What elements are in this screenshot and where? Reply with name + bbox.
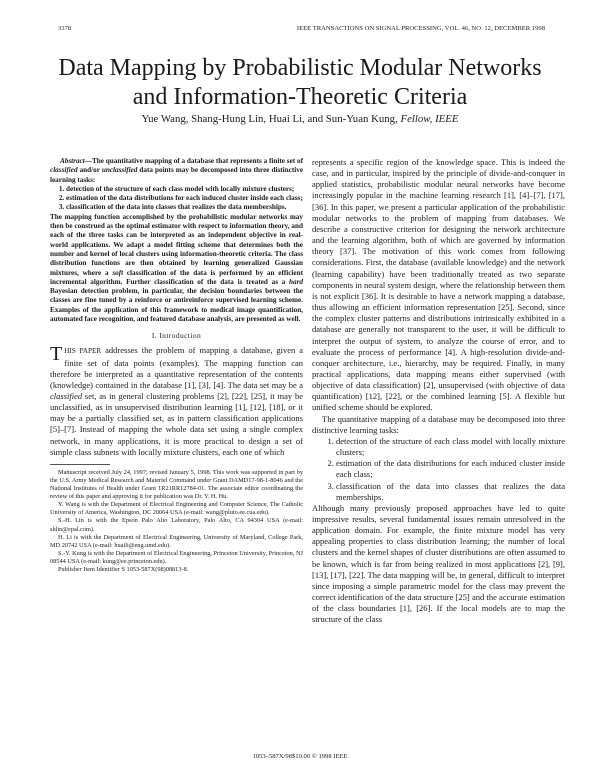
abstract-task: 1. detection of the structure of each class model with locally mixture clusters; [66,185,303,194]
footnote: S.-Y. Kung is with the Department of Electrical Engineering, Princeton University, Princeton, NJ 08544 USA (e-mail: kung@ee.princeton.edu). [50,549,303,565]
intro-paragraph: THIS PAPER addresses the problem of mapping a database, given a finite set of data points (examples). The mapping function can therefore be interpreted as a quantitative representation of the contents (knowledge) contained in the database [1], [3], [4]. The data set may be a classified set, as in general clustering problems [2], [22], [25], it may be unclassified, as in unsupervised distribution learning [1], [12], [18], or it may be a partially classified set, as in pattern classification applications [5]–[7]. Instead of mapping the whole data set using a single complex network, in many applications, it is more practical to design a set of simple class subnets with locally mixture clusters, each one of which [50,343,303,457]
task-item: 2. estimation of the data distributions for each induced cluster inside each class; [336,458,565,480]
footnote: Publisher Item Identifier S 1053-587X(98)08813-8. [58,566,189,574]
journal-name: IEEE TRANSACTIONS ON SIGNAL PROCESSING, VOL. 46, NO. 12, DECEMBER 1998 [296,25,545,32]
abstract-task: 2. estimation of the data distributions for each induced cluster inside each class; [66,194,303,203]
author-line [40,113,560,125]
footnote: Manuscript received July 24, 1997; revised January 5, 1998. This work was supported in part by the U.S. Army Medical Research and Materiel Command under Grant DAMD17-98-1-8046 and the National Institutes of Health under Grant 1R21RR12784-01. The associate editor coordinating the review of this paper and approving it for publication was Dr. Y. H. Hu. [50,468,303,501]
footnote: H. Li is with the Department of Electrical Engineering, University of Maryland, College Park, MD 20742 USA (e-mail: huaili@eng.umd.edu). [50,533,303,549]
right-column [312,157,565,626]
running-header [58,25,545,35]
body-paragraph: The quantitative mapping of a database may be decomposed into three distinctive learning tasks: [312,413,565,435]
author-fellow: Fellow, IEEE [400,113,459,125]
task-item: 3. classification of the data into classes that realizes the data memberships. [336,481,565,503]
footnote: Y. Wang is with the Department of Electrical Engineering and Computer Science, The Catholic University of America, Washington, DC 20064 USA (e-mail: wang@pluto.ee.cua.edu). [50,501,303,517]
author-names: Yue Wang, Shang-Hung Lin, Huai Li, and Sun-Yuan Kung, [141,113,398,125]
page-number: 3378 [58,25,72,32]
paper-title: Data Mapping by Probabilistic Modular Networks and Information-Theoretic Criteria [58,55,542,110]
abstract-body: The mapping function accomplished by the probabilistic modular networks may then be construed as the optimal estimator with respect to information theory, and each of the three tasks can be interpreted as an independent objective in real-world applications. We adapt a model fitting scheme that determines both the number and kernel of local clusters using information-theoretic criteria. The class distribution functions are then obtained by learning generalized Gaussian mixtures, where a soft classification of the data is performed by an efficient incremental algorithm. Further classification of the data is treated as a hard Bayesian detection problem, in particular, the decision boundaries between the classes are fine tuned by a reinforce or antireinforce supervised learning scheme. Examples of the application of this framework to medical image quantification, automated face recognition, and featured database analysis, are presented as well. [50,212,304,324]
footnote-rule [50,464,110,465]
drop-cap: T [50,343,63,366]
task-list [312,436,565,503]
footnotes [50,469,303,574]
abstract-task: 3. classification of the data into classes that realizes the data memberships. [66,203,303,212]
task-item: 1. detection of the structure of each class model with locally mixture clusters; [336,436,565,458]
copyright-line: 1053–587X/98$10.00 © 1998 IEEE [252,753,348,760]
abstract-intro: Abstract—The quantitative mapping of a database that represents a finite set of classified and/or unclassified data points may be decomposed into three distinctive learning tasks: [50,157,304,184]
abstract [50,157,303,324]
left-column [50,157,303,574]
abstract-label: Abstract— [60,157,92,165]
body-paragraph: Although many previously proposed approaches have led to quite impressive results, several fundamental issues remain unresolved in the application domain. For example, the finite mixture model has very appealing properties to class distribution learning; the number of local clusters and the kernel shapes of cluster distributions are often assumed to be known, which is far from being realized in most applications [2], [9], [13], [17], [22]. The data mapping will be, in general, difficult to interpret since imposing a simple parametric model for the class may prevent the correct identification of the data structure [25] and the accurate estimation of the class boundaries [1], [26]. If the local models are to map the structure of the class [312,502,565,625]
section-heading-introduction: I. Introduction [151,331,202,341]
footnote: S.-H. Lin is with the Epson Palo Alto Laboratory, Palo Alto, CA 94304 USA (e-mail: shlin@epal.com). [50,517,303,533]
body-paragraph: represents a specific region of the knowledge space. This is indeed the case, and in particular, inspired by the principle of divide-and-conquer in applied statistics, probabilistic modular neural networks have become increasingly popular in the machine learning research [1], [4]–[7], [17], [36]. In this paper, we present a particular application of the probabilistic modular networks to the problem of mapping from databases. We describe a constructive criterion for designing the network architecture and the learning algorithm, both of which are governed by information theory [37]. The motivation of this work comes from following considerations. First, the database (available knowledge) and the network (learning capability) have been traditionally treated as two separate components in neural system design, where the relationship between them is not explicit [36]. It is desirable to have a network mapping a database, thus allowing an efficient information representation [25]. Second, since the complex cluster patterns and distributions intrinsically exhibited in a database are generally not transparent to the user, it will be difficult to interpret the output of system, to analyze the course of error, and to evaluate the process of performance [4]. A high-resolution divide-and-conquer architecture, i.e., hierarchy, may be required. Finally, in many practical applications, data mapping means either supervised (with objective of data classification) [2], unsupervised (with objective of data quantification) [12], [22], or the combined learning [5]. A flexible but unified scheme should be explored. [312,157,565,413]
abstract-task-list [50,185,303,213]
